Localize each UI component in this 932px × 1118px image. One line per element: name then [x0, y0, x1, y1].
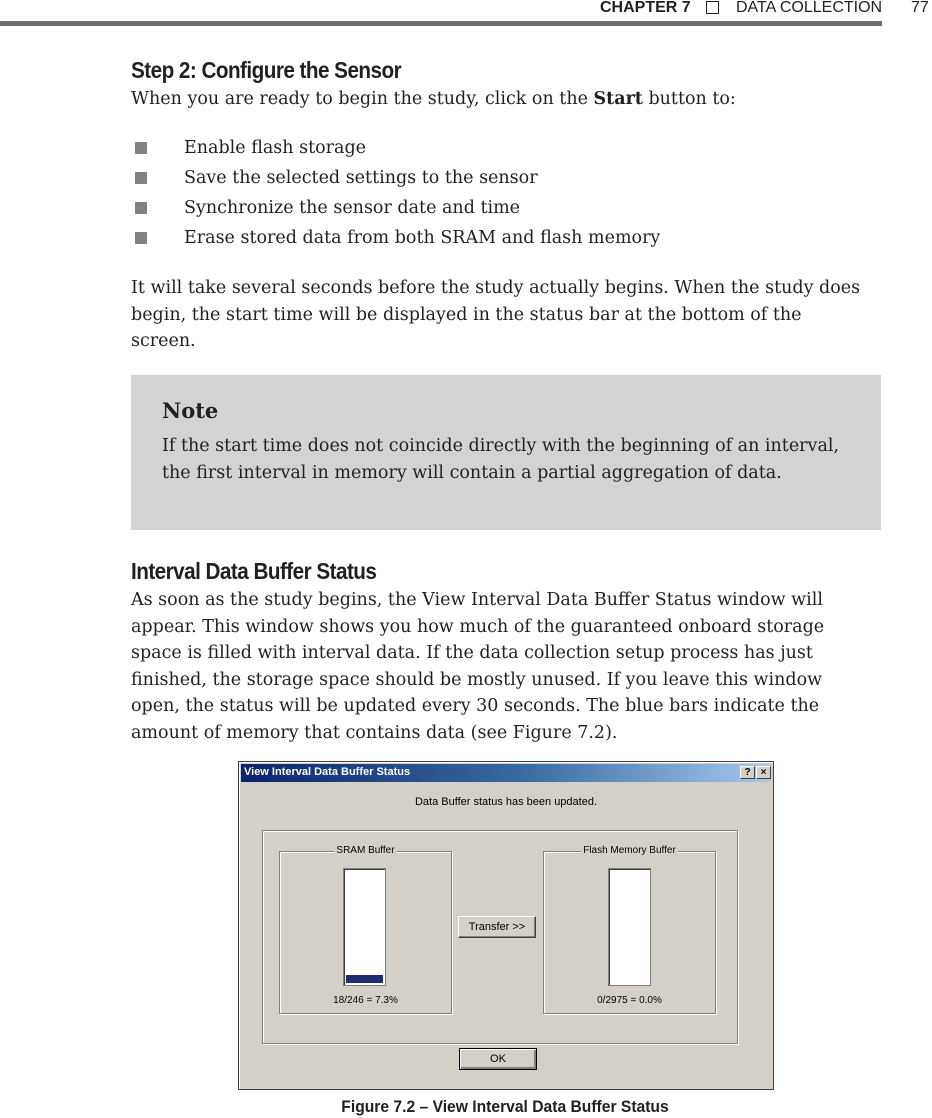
list-item-text: Save the selected settings to the sensor	[184, 168, 538, 188]
step2-bullet-list	[131, 135, 831, 255]
close-button[interactable]: ×	[756, 766, 771, 779]
bullet-square-icon	[135, 172, 147, 184]
list-item	[131, 195, 831, 225]
section-label: DATA COLLECTION	[736, 0, 883, 16]
note-box	[131, 375, 881, 530]
sram-buffer-group	[279, 845, 452, 1014]
list-item-text: Enable flash storage	[184, 138, 367, 158]
step2-intro-text: When you are ready to begin the study, click on the	[131, 89, 594, 109]
buffer-status-paragraph: As soon as the study begins, the View Interval Data Buffer Status window will appear. This window shows you how much of the guaranteed onboard storage space is filled with interval data. If the data collection setup process has just finished, the storage space should be mostly unused. If you leave this window open, the status will be updated every 30 seconds. The blue bars indicate the amount of memory that contains data (see Figure 7.2).	[131, 590, 825, 743]
list-item-text: Erase stored data from both SRAM and flash memory	[184, 228, 661, 248]
page-number: 77	[911, 0, 929, 16]
header-rule	[0, 21, 882, 26]
buffer-status-dialog	[238, 761, 774, 1090]
status-message: Data Buffer status has been updated.	[414, 796, 598, 808]
step2-intro-tail: button to:	[642, 89, 736, 109]
chapter-label: CHAPTER 7	[600, 0, 691, 16]
sram-buffer-label: SRAM Buffer	[336, 845, 395, 856]
figure-caption: Figure 7.2 – View Interval Data Buffer Status	[341, 1097, 669, 1116]
buffer-status-heading: Interval Data Buffer Status	[131, 558, 377, 584]
sram-buffer-bar	[343, 868, 386, 986]
flash-buffer-bar	[608, 868, 651, 986]
sram-buffer-caption: 18/246 = 7.3%	[333, 995, 398, 1006]
note-title: Note	[162, 398, 219, 423]
list-item	[131, 225, 831, 255]
flash-buffer-caption: 0/2975 = 0.0%	[597, 995, 662, 1006]
start-button-ref: Start	[593, 89, 643, 109]
sram-buffer-fill	[346, 975, 383, 983]
ok-button[interactable]: OK	[459, 1048, 537, 1070]
step2-intro	[131, 86, 861, 113]
transfer-button[interactable]: Transfer >>	[458, 916, 536, 938]
list-item	[131, 165, 831, 195]
dialog-titlebar[interactable]	[241, 764, 771, 782]
dialog-title: View Interval Data Buffer Status	[244, 766, 411, 778]
list-item-text: Synchronize the sensor date and time	[184, 198, 521, 218]
bullet-square-icon	[135, 232, 147, 244]
list-item	[131, 135, 831, 165]
running-header	[0, 0, 932, 30]
bullet-square-icon	[135, 142, 147, 154]
separator-box-icon	[706, 1, 719, 14]
note-body: If the start time does not coincide directly with the beginning of an interval, the first interval in memory will contain a partial aggregation of data.	[162, 436, 840, 483]
flash-buffer-label: Flash Memory Buffer	[583, 845, 676, 856]
help-button[interactable]: ?	[740, 766, 755, 779]
step2-paragraph: It will take several seconds before the study actually begins. When the study does begin, the start time will be displayed in the status bar at the bottom of the screen.	[131, 278, 861, 351]
step2-heading: Step 2: Configure the Sensor	[131, 57, 402, 83]
bullet-square-icon	[135, 202, 147, 214]
flash-buffer-group	[543, 845, 716, 1014]
